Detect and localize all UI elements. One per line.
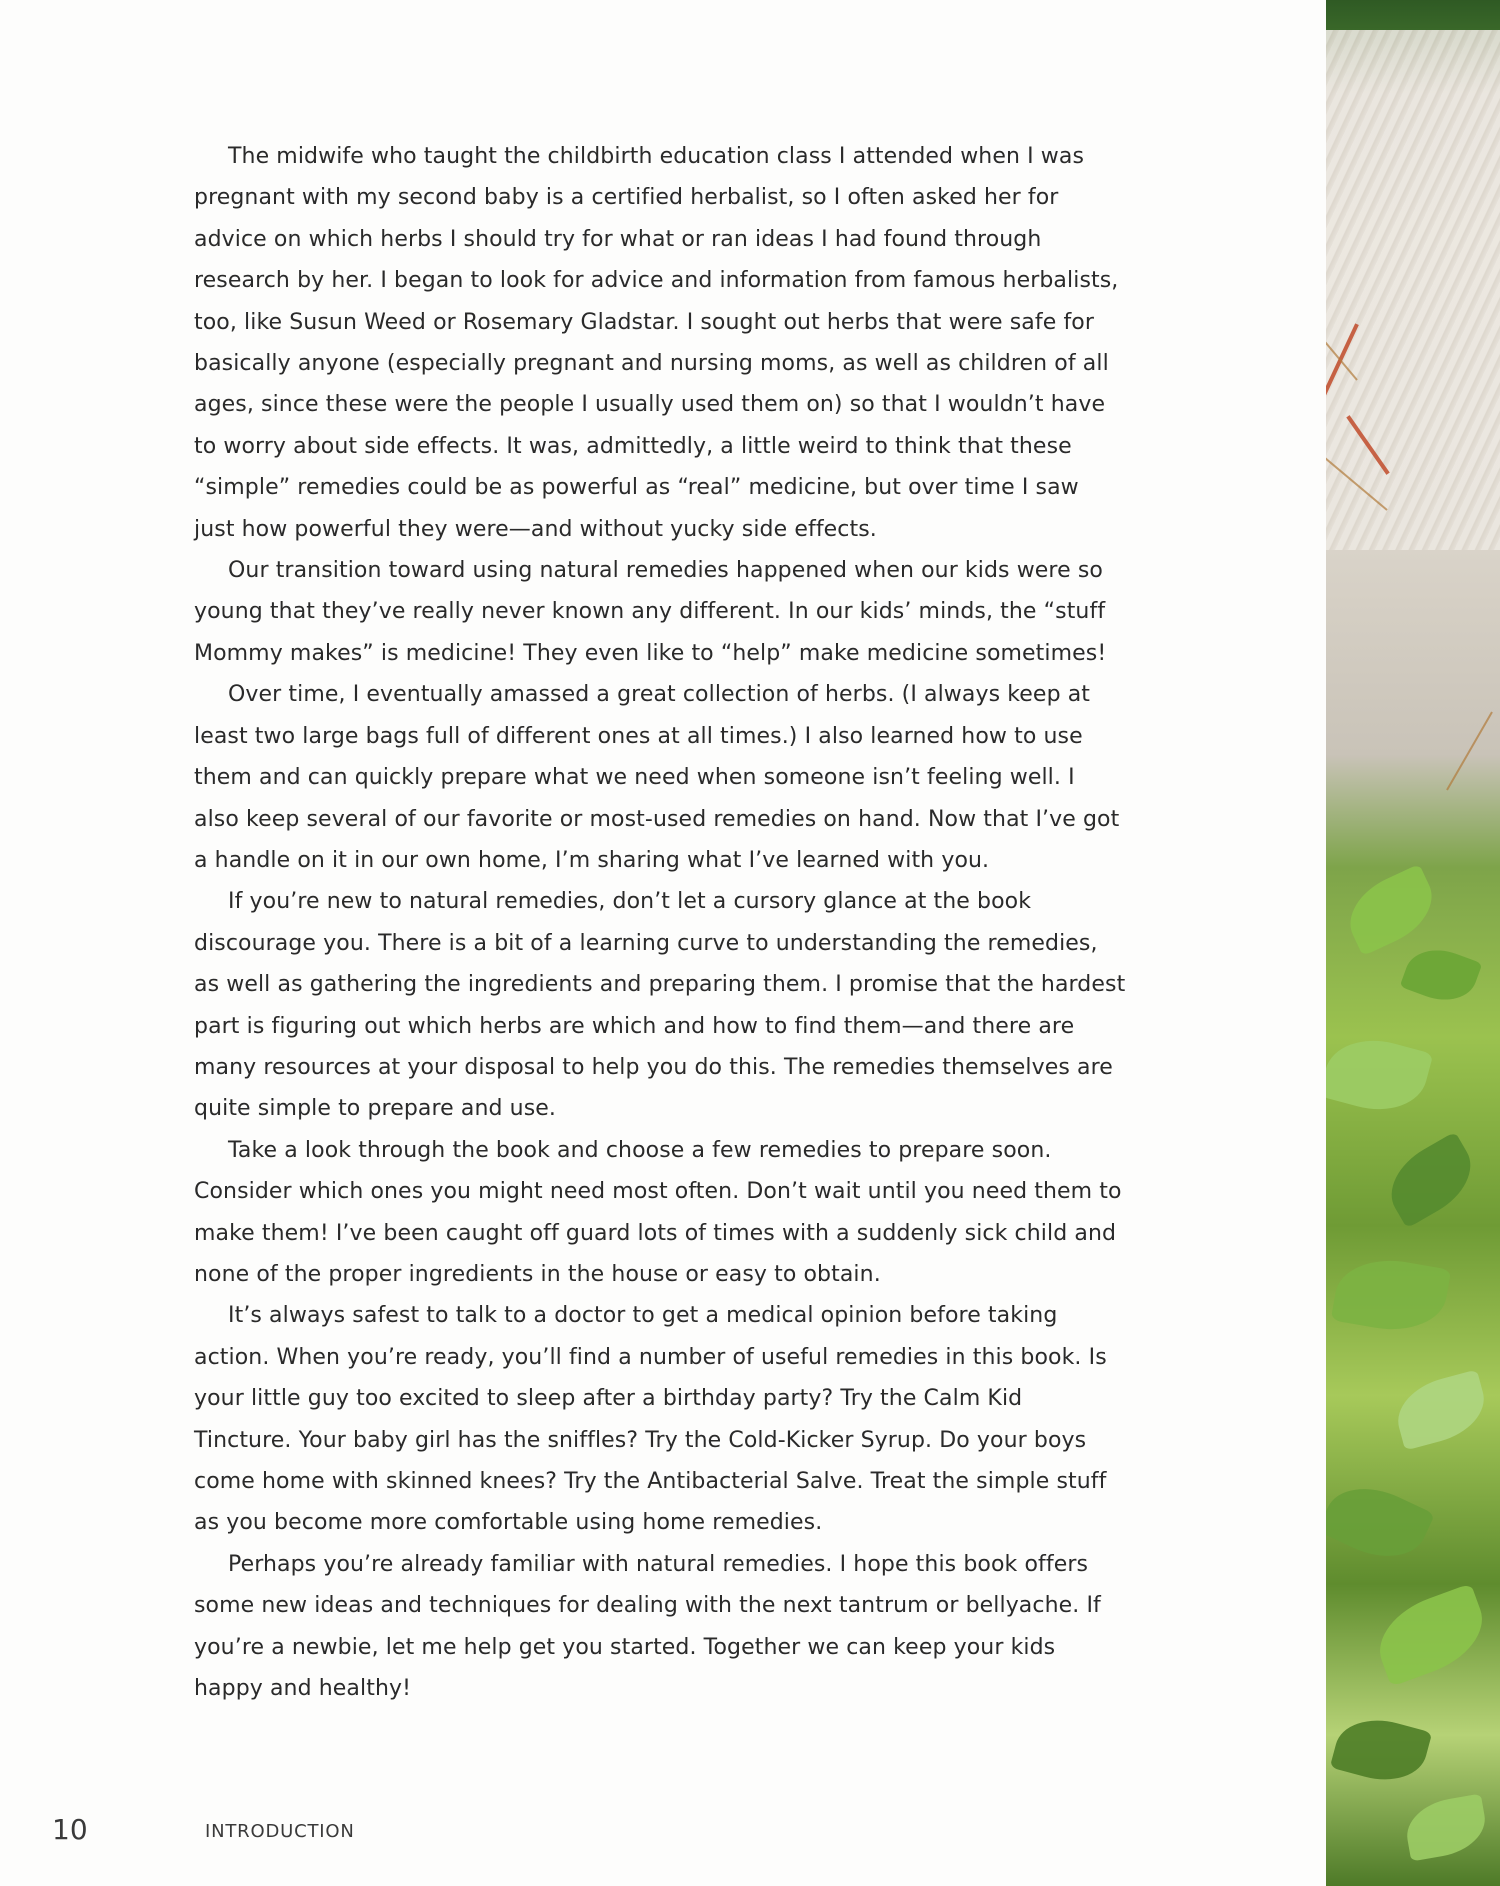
running-footer: INTRODUCTION — [205, 1821, 355, 1842]
paragraph-6: It’s always safest to talk to a doctor to get a medical opinion before taking action. When you’re ready, you’ll find a number of useful remedies in this book. Is your little guy too excited to sleep after a birthday party? Try the Calm Kid Tincture. Your baby girl has the sniffles? Try the Cold-Kicker Syrup. Do your boys come home with skinned knees? Try the Antibacterial Salve. Treat the simple stuff as you become more comfortable using home remedies. — [194, 1303, 1107, 1536]
leaf — [1402, 1793, 1490, 1861]
paragraph-2: Our transition toward using natural remedies happened when our kids were so young that they’ve really never known any different. In our kids’ minds, the “stuff Mommy makes” is medicine! They even like to “help” make medicine sometimes! — [194, 558, 1107, 666]
leaf — [1326, 1028, 1433, 1121]
page-number: 10 — [52, 1813, 88, 1846]
leaf — [1400, 940, 1483, 1011]
leaf — [1377, 1132, 1485, 1229]
paragraph-3: Over time, I eventually amassed a great collection of herbs. (I always keep at least two large bags full of different ones at all times.) I also learned how to use them and can quickly prepare what we need when someone isn’t feeling well. I also keep several of our favorite or most-used remedies on hand. Now that I’ve got a handle on it in our own home, I’m sharing what I’ve learned with you. — [194, 682, 1120, 873]
leaf — [1367, 1583, 1494, 1686]
leaf — [1326, 1472, 1435, 1573]
grass-blade — [1446, 712, 1493, 791]
herb-plant-photo — [1326, 0, 1500, 1886]
leaf — [1338, 864, 1445, 956]
paragraph-4: If you’re new to natural remedies, don’t let a cursory glance at the book discourage you. There is a bit of a learning curve to understanding the remedies, as well as gathering the ingredients and preparing them. I promise that the hardest part is figuring out which herbs are which and how to find them—and there are many resources at your disposal to help you do this. The remedies themselves are quite simple to prepare and use. — [194, 889, 1126, 1122]
cloth-texture — [1326, 30, 1500, 550]
body-text — [194, 136, 1126, 1709]
paragraph-5: Take a look through the book and choose a few remedies to prepare soon. Consider which ones you might need most often. Don’t wait until you need them to make them! I’ve been caught off guard lots of times with a suddenly sick child and none of the proper ingredients in the house or easy to obtain. — [194, 1137, 1122, 1287]
paragraph-7: Perhaps you’re already familiar with natural remedies. I hope this book offers some new ideas and techniques for dealing with the next tantrum or bellyache. If you’re a newbie, let me help get you started. Together we can keep your kids happy and healthy! — [194, 1551, 1101, 1702]
paragraph-1: The midwife who taught the childbirth education class I attended when I was pregnant with my second baby is a certified herbalist, so I often asked her for advice on which herbs I should try for what or ran ideas I had found through research by her. I began to look for advice and information from famous herbalists, too, like Susun Weed or Rosemary Gladstar. I sought out herbs that were safe for basically anyone (especially pregnant and nursing moms, as well as children of all ages, since these were the people I usually used them on) so that I wouldn’t have to worry about side effects. It was, admittedly, a little weird to think that these “simple” remedies could be as powerful as “real” medicine, but over time I saw just how powerful they were—and without yucky side effects. — [194, 144, 1119, 542]
leaf — [1331, 1251, 1451, 1339]
leaf — [1330, 1709, 1432, 1790]
leaf — [1390, 1369, 1492, 1450]
